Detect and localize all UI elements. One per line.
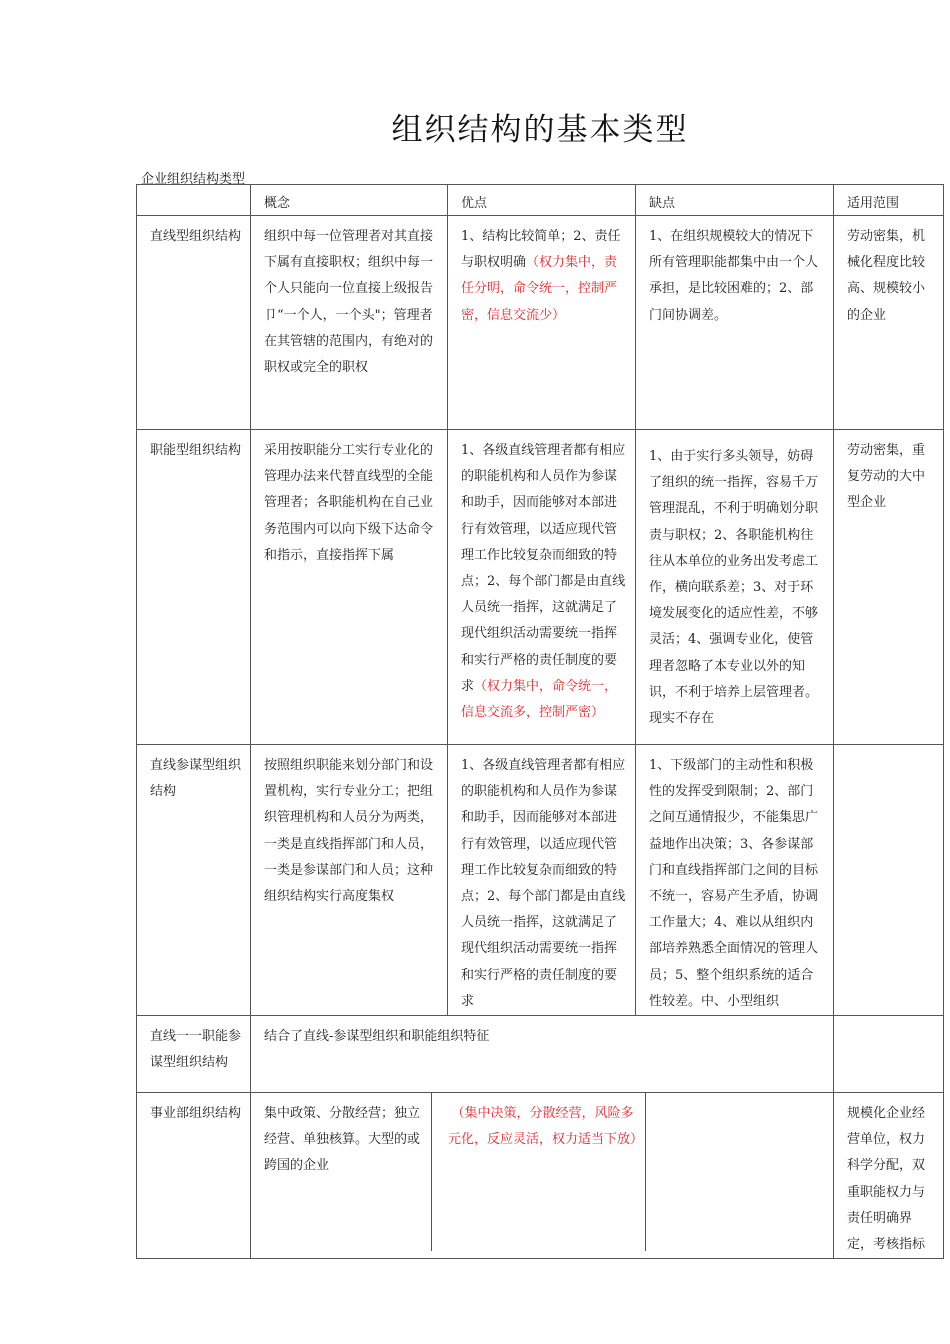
row-concept: 结合了直线-参谋型组织和职能组织特征 [251, 1016, 834, 1093]
row-pros [448, 430, 636, 745]
row-scope: 规模化企业经营单位，权力科学分配，双重职能权力与责任明确界定，考核指标 [834, 1093, 944, 1259]
row-cons: 1、由于实行多头领导，妨碍了组织的统一指挥，容易千万管理混乱，不利于明确划分职责与职权；2、各职能机构往往从本单位的业务出发考虑工作，横向联系差；3、对于环境发展变化的适应性差，不够灵活；4、强调专业化，使管理者忽略了本专业以外的知识，不利于培养上层管理者。现实不存在 [636, 430, 834, 745]
row-concept: 组织中每一位管理者对其直接下属有直接职权；组织中每一个人只能向一位直接上级报告卩“一个人，一个头"；管理者在其管辖的范围内，有绝对的职权或完全的职权 [251, 216, 448, 430]
table-row [137, 745, 944, 1016]
header-pros: 优点 [448, 185, 636, 216]
pros-text: 1、结构比较简单；2、责任与职权明确 [461, 229, 621, 271]
row-type: 直线参谋型组织结构 [137, 745, 251, 1016]
row-scope [834, 745, 944, 1016]
pros-highlight: （权力集中，命令统一，信息交流多，控制严密） [461, 678, 618, 721]
row-type: 直线一一职能参谋型组织结构 [137, 1016, 251, 1093]
row-type: 事业部组织结构 [137, 1093, 251, 1259]
row-pros [448, 216, 636, 430]
table-row [137, 1093, 944, 1259]
table-row [137, 1016, 944, 1093]
table-row [137, 216, 944, 430]
row-concept: 集中政策、分散经营；独立经营、单独核算。大型的或跨国的企业 [251, 1093, 432, 1251]
table-caption: 企业组织结构类型 [141, 172, 246, 187]
header-cons: 缺点 [636, 185, 834, 216]
row-concept: 采用按职能分工实行专业化的管理办法来代替直线型的全能管理者；各职能机构在自己业务范围内可以向下级下达命令和指示，直接指挥下属 [251, 430, 448, 745]
row-cons: 1、在组织规模较大的情况下所有管理职能都集中由一个人承担，是比较困难的；2、部门间协调差。 [636, 216, 834, 430]
row-type: 职能型组织结构 [137, 430, 251, 745]
row-cons [646, 1093, 833, 1251]
pros-text: 1、各级直线管理者都有相应的职能机构和人员作为参谋和助手，因而能够对本部进行有效管理，以适应现代管理工作比较复杂而细致的特点；2、每个部门都是由直线人员统一指挥，这就满足了现代组织活动需要统一指挥和实行严格的责任制度的要求 [461, 443, 626, 694]
row-type: 直线型组织结构 [137, 216, 251, 430]
row-scope: 劳动密集，机械化程度比较高、规模较小的企业 [834, 216, 944, 430]
row-scope [834, 1016, 944, 1093]
table-header-row [137, 185, 944, 216]
header-scope: 适用范围 [834, 185, 944, 216]
page-title: 组织结构的基本类型 [391, 112, 689, 148]
header-type [137, 185, 251, 216]
row-cons: 1、下级部门的主动性和积极性的发挥受到限制；2、部门之间互通情报少，不能集思广益地作出决策；3、各参谋部门和直线指挥部门之间的目标不统一，容易产生矛盾，协调工作量大；4、难以从组织内部培养熟悉全面情况的管理人员；5、整个组织系统的适合性较差。中、小型组织 [636, 745, 834, 1016]
header-concept: 概念 [251, 185, 448, 216]
row-scope: 劳动密集，重复劳动的大中型企业 [834, 430, 944, 745]
row-concept: 按照组织职能来划分部门和设置机构，实行专业分工；把组织管理机构和人员分为两类，一类是直线指挥部门和人员，一类是参谋部门和人员；这种组织结构实行高度集权 [251, 745, 448, 1016]
org-structure-table [136, 184, 944, 1259]
row-pros: 1、各级直线管理者都有相应的职能机构和人员作为参谋和助手，因而能够对本部进行有效管理，以适应现代管理工作比较复杂而细致的特点；2、每个部门都是由直线人员统一指挥，这就满足了现代组织活动需要统一指挥和实行严格的责任制度的要求 [448, 745, 636, 1016]
row-pros: （集中决策，分散经营，风险多元化，反应灵活，权力适当下放） [432, 1093, 646, 1251]
table-row [137, 430, 944, 745]
pros-highlight: （权力集中，责任分明，命令统一，控制严密，信息交流少） [461, 255, 618, 323]
row-merged-cells [251, 1093, 834, 1259]
